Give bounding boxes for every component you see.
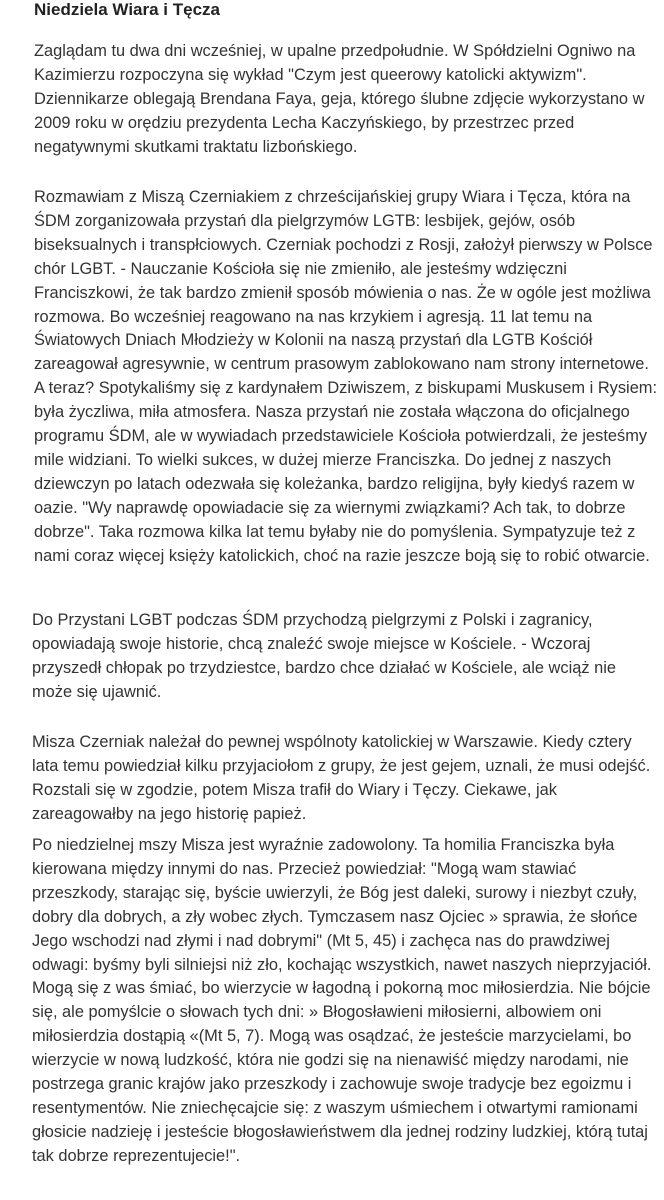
article-paragraph-4: Misza Czerniak należał do pewnej wspólnoty katolickiej w Warszawie. Kiedy cztery lata temu powiedział kilku przyjaciołom z grupy, że jest gejem, uznali, że musi odejść. Rozstali się w zgodzie, potem Misza trafił do Wiary i Tęczy. Ciekawe, jak zareagowałby na jego historię papież.	[32, 733, 651, 823]
article-paragraph-5: Po niedzielnej mszy Misza jest wyraźnie zadowolony. Ta homilia Franciszka była kierowana między innymi do nas. Przecież powiedział: "Mogą wam stawiać przeszkody, starając się, byście uwierzyli, że Bóg jest daleki, surowy i niezbyt czuły, dobry dla dobrych, a zły wobec złych. Tymczasem nasz Ojciec » sprawia, że słońce Jego wschodzi nad złymi i nad dobrymi" (Mt 5, 45) i zachęca nas do prawdziwej odwagi: byśmy byli silniejsi niż zło, kochając wszystkich, nawet naszych nieprzyjaciół. Mogą się z was śmiać, bo wierzycie w łagodną i pokorną moc miłosierdzia. Nie bójcie się, ale pomyślcie o słowach tych dni: » Błogosławieni miłosierni, albowiem oni miłosierdzia dostąpią «(Mt 5, 7). Mogą was osądzać, że jesteście marzycielami, bo wierzycie w nową ludzkość, która nie godzi się na nienawiść między narodami, nie postrzega granic krajów jako przeszkody i zachowuje swoje tradycje bez egoizmu i resentymentów. Nie zniechęcajcie się: z waszym uśmiechem i otwartymi ramionami głosicie nadzieję i jesteście błogosławieństwem dla jednej rodziny ludzkiej, którą tutaj tak dobrze reprezentujecie!".	[32, 836, 652, 1165]
article-paragraph-1: Zaglądam tu dwa dni wcześniej, w upalne przedpołudnie. W Spółdzielni Ogniwo na Kazimierzu rozpoczyna się wykład "Czym jest queerowy katolicki aktywizm". Dziennikarze oblegają Brendana Faya, geja, którego ślubne zdjęcie wykorzystano w 2009 roku w orędziu prezydenta Lecha Kaczyńskiego, by przestrzec przed negatywnymi skutkami traktatu lizbońskiego.	[34, 42, 645, 156]
article-title: Niedziela Wiara i Tęcza	[34, 0, 220, 19]
article-paragraph-3: Do Przystani LGBT podczas ŚDM przychodzą pielgrzymi z Polski i zagranicy, opowiadają swoje historie, chcą znaleźć swoje miejsce w Kościele. - Wczoraj przyszedł chłopak po trzydziestce, bardzo chce działać w Kościele, ale wciąż nie może się ujawnić.	[32, 611, 616, 701]
article-paragraph-2: Rozmawiam z Miszą Czerniakiem z chrześcijańskiej grupy Wiara i Tęcza, która na ŚDM zorganizowała przystań dla pielgrzymów LGTB: lesbijek, gejów, osób biseksualnych i transpłciowych. Czerniak pochodzi z Rosji, założył pierwszy w Polsce chór LGBT. - Nauczanie Kościoła się nie zmieniło, ale jesteśmy wdzięczni Franciszkowi, że tak bardzo zmienił sposób mówienia o nas. Że w ogóle jest możliwa rozmowa. Bo wcześniej reagowano na nas krzykiem i agresją. 11 lat temu na Światowych Dniach Młodzieży w Kolonii na naszą przystań dla LGTB Kościół zareagował agresywnie, w centrum prasowym zablokowano nam strony internetowe. A teraz? Spotykaliśmy się z kardynałem Dziwiszem, z biskupami Muskusem i Rysiem: była życzliwa, miła atmosfera. Nasza przystań nie została włączona do oficjalnego programu ŚDM, ale w wywiadach przedstawiciele Kościoła potwierdzali, że jesteśmy mile widziani. To wielki sukces, w dużej mierze Franciszka. Do jednej z naszych dziewczyn po latach odezwała się koleżanka, bardzo religijna, były kiedyś razem w oazie. "Wy naprawdę opowiadacie się za wiernymi związkami? Ach tak, to dobrze dobrze". Taka rozmowa kilka lat temu byłaby nie do pomyślenia. Sympatyzuje też z nami coraz więcej księży katolickich, choć na razie jeszcze boją się to robić otwarcie.	[34, 188, 658, 565]
